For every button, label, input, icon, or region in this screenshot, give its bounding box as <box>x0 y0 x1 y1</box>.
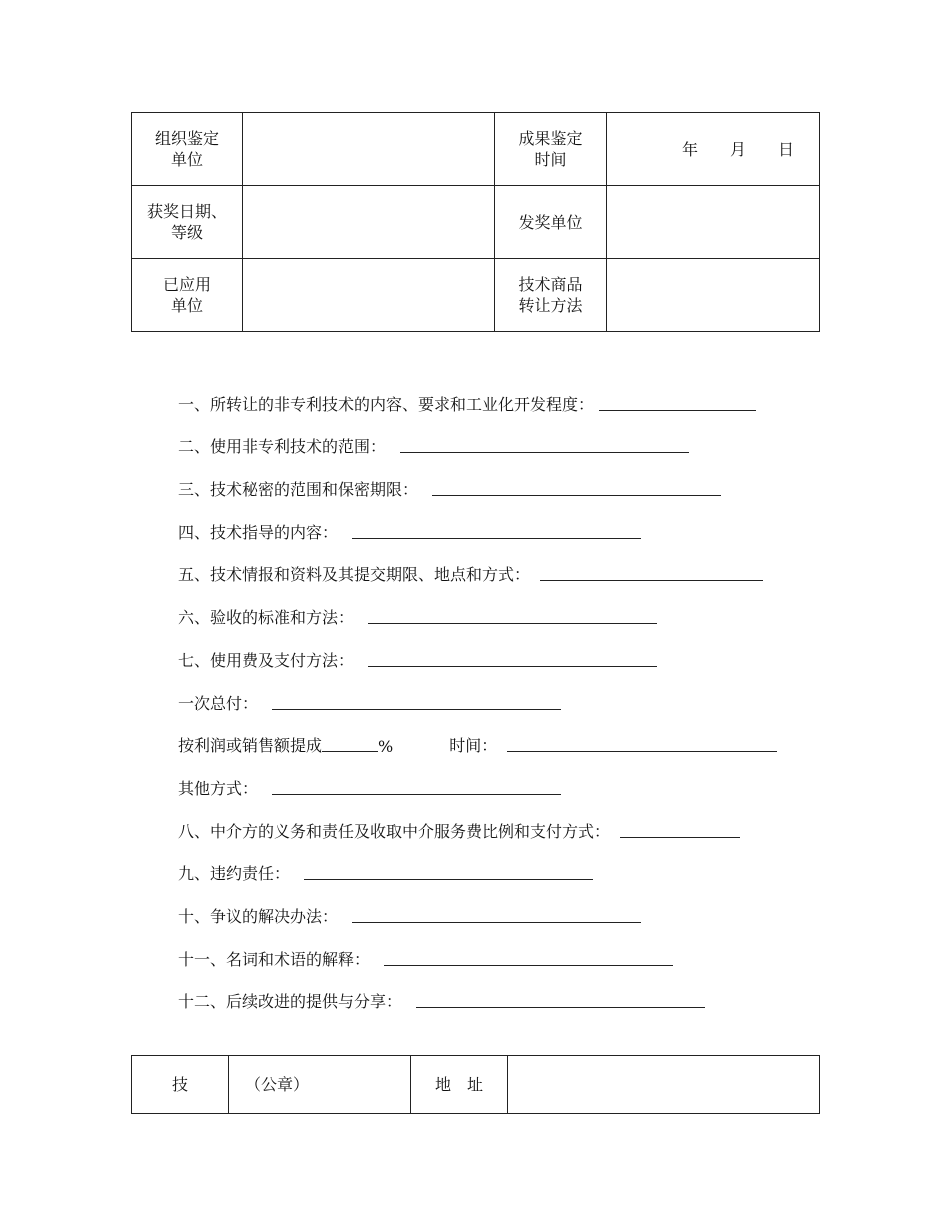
seal-field[interactable]: （公章） <box>229 1056 411 1114</box>
blank-line[interactable] <box>272 709 561 710</box>
list-item <box>178 457 818 500</box>
transfer-method-field[interactable] <box>607 259 820 332</box>
award-date-grade-label: 获奖日期、 等级 <box>132 186 243 259</box>
list-item <box>178 714 818 757</box>
list-item <box>178 756 818 799</box>
blank-line[interactable] <box>368 666 657 667</box>
list-item <box>178 671 818 714</box>
blank-line[interactable] <box>599 410 756 411</box>
blank-line[interactable] <box>352 538 641 539</box>
time-label: 时间： <box>449 736 498 756</box>
blank-line[interactable] <box>368 623 657 624</box>
table-row <box>132 259 820 332</box>
list-item <box>178 927 818 970</box>
item-label: 十、争议的解决办法： <box>178 906 339 926</box>
item-label: 七、使用费及支付方法： <box>178 650 355 670</box>
award-unit-field[interactable] <box>607 186 820 259</box>
list-item <box>178 628 818 671</box>
blank-line[interactable] <box>416 1007 705 1008</box>
item-label: 一、所转让的非专利技术的内容、要求和工业化开发程度： <box>178 394 595 414</box>
seal-address-table <box>131 1055 820 1114</box>
address-field[interactable] <box>508 1056 820 1114</box>
table-row <box>132 1056 820 1114</box>
item-label: 三、技术秘密的范围和保密期限： <box>178 480 419 500</box>
org-appraisal-unit-field[interactable] <box>243 113 495 186</box>
blank-line[interactable] <box>304 879 593 880</box>
contract-items-list <box>178 372 818 1012</box>
blank-line[interactable] <box>507 751 777 752</box>
item-label: 五、技术情报和资料及其提交期限、地点和方式： <box>178 565 531 585</box>
list-item <box>178 799 818 842</box>
appraisal-info-table <box>131 112 820 332</box>
blank-line[interactable] <box>352 922 641 923</box>
list-item <box>178 585 818 628</box>
blank-line[interactable] <box>322 751 378 752</box>
item-label: 六、验收的标准和方法： <box>178 608 355 628</box>
blank-line[interactable] <box>620 837 740 838</box>
table-row <box>132 186 820 259</box>
blank-line[interactable] <box>400 452 689 453</box>
appraisal-time-label: 成果鉴定 时间 <box>495 113 607 186</box>
list-item <box>178 372 818 415</box>
item-label: 八、中介方的义务和责任及收取中介服务费比例和支付方式： <box>178 821 611 841</box>
list-item <box>178 970 818 1013</box>
org-appraisal-unit-label: 组织鉴定 单位 <box>132 113 243 186</box>
party-label: 技 <box>132 1056 229 1114</box>
blank-line[interactable] <box>272 794 561 795</box>
list-item <box>178 415 818 458</box>
item-label: 十二、后续改进的提供与分享： <box>178 992 403 1012</box>
list-item <box>178 543 818 586</box>
blank-line[interactable] <box>384 965 673 966</box>
transfer-method-label: 技术商品 转让方法 <box>495 259 607 332</box>
percent-sign: % <box>378 737 394 757</box>
item-label: 四、技术指导的内容： <box>178 522 339 542</box>
list-item <box>178 500 818 543</box>
item-label: 一次总付： <box>178 693 259 713</box>
item-label: 按利润或销售额提成 <box>178 736 323 756</box>
blank-line[interactable] <box>540 580 763 581</box>
applied-unit-label: 已应用 单位 <box>132 259 243 332</box>
award-unit-label: 发奖单位 <box>495 186 607 259</box>
item-label: 十一、名词和术语的解释： <box>178 949 371 969</box>
item-label: 其他方式： <box>178 778 259 798</box>
blank-line[interactable] <box>432 495 721 496</box>
award-date-grade-field[interactable] <box>243 186 495 259</box>
item-label: 九、违约责任： <box>178 864 291 884</box>
list-item <box>178 842 818 885</box>
table-row <box>132 113 820 186</box>
item-label: 二、使用非专利技术的范围： <box>178 437 387 457</box>
address-label: 地 址 <box>411 1056 508 1114</box>
applied-unit-field[interactable] <box>243 259 495 332</box>
appraisal-date-field[interactable]: 年 月 日 <box>607 113 820 186</box>
list-item <box>178 884 818 927</box>
